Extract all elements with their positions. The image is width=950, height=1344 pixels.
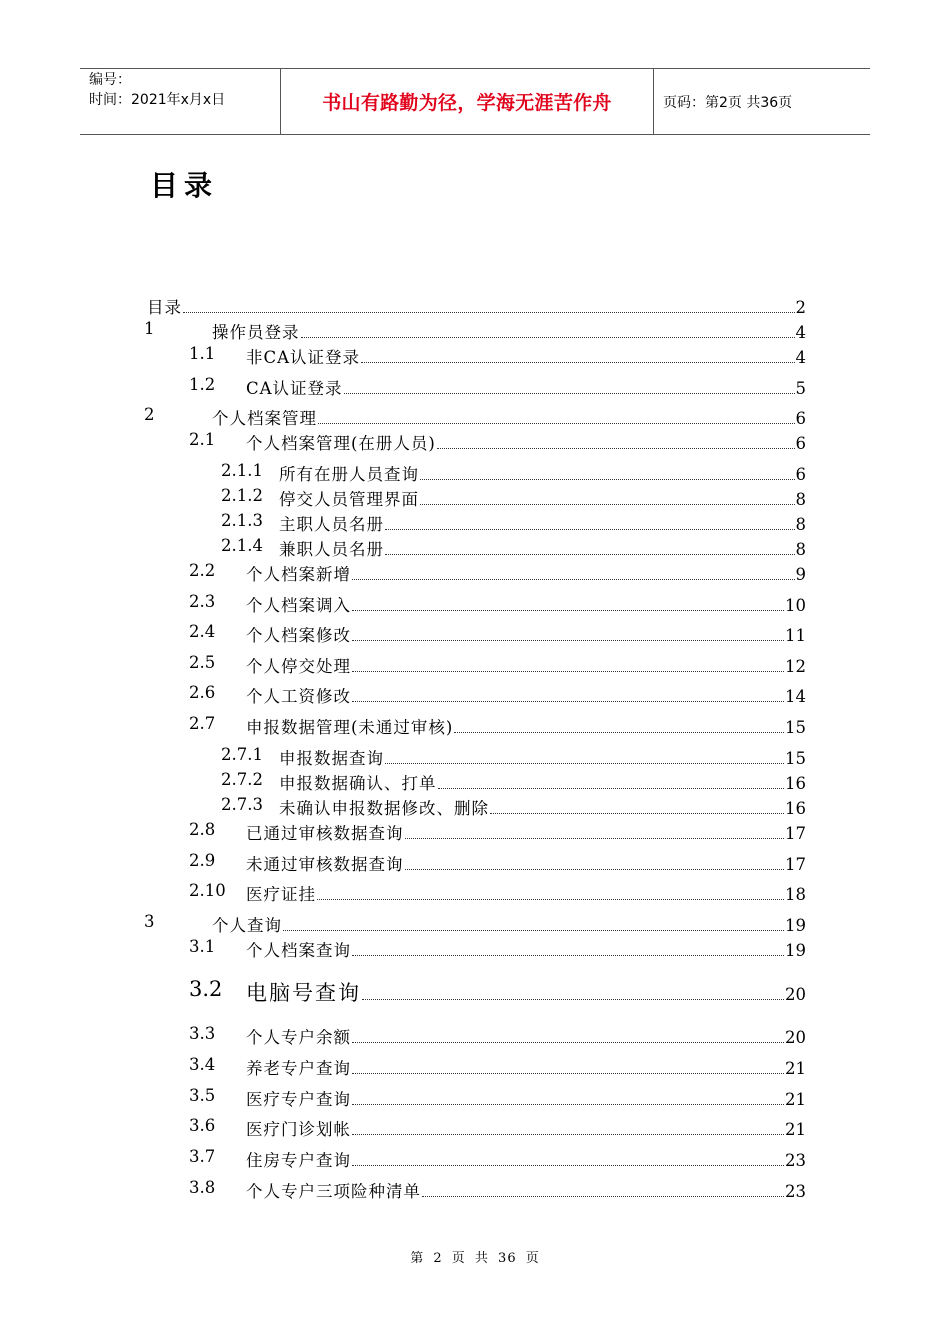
toc-entry-title: 未确认申报数据修改、删除 — [279, 799, 489, 818]
toc-entry[interactable] — [0, 319, 950, 341]
toc-entry-number: 2.9 — [189, 851, 216, 870]
toc-entry-page: 23 — [785, 1182, 806, 1201]
toc-entry-page: 6 — [795, 409, 806, 428]
toc-entry-page: 18 — [785, 885, 806, 904]
toc-leader-dots — [437, 447, 795, 449]
page-footer: 第 2 页 共 36 页 — [410, 1251, 540, 1266]
toc-entry[interactable] — [0, 405, 950, 427]
toc-entry[interactable] — [0, 770, 950, 792]
toc-entry-page: 16 — [785, 774, 806, 793]
toc-entry-number: 3.8 — [189, 1178, 216, 1197]
toc-entry-number: 3.3 — [189, 1024, 216, 1043]
toc-entry-page: 20 — [785, 1028, 806, 1047]
toc-entry-page: 17 — [785, 824, 806, 843]
toc-leader-dots — [385, 553, 795, 555]
toc-leader-dots — [420, 478, 795, 480]
toc-entry-number: 3.6 — [189, 1116, 216, 1135]
toc-entry[interactable] — [0, 820, 950, 842]
toc-leader-dots — [344, 392, 795, 394]
toc-entry-page: 16 — [785, 799, 806, 818]
toc-entry-number: 2.7 — [189, 714, 216, 733]
toc-leader-dots — [352, 1072, 784, 1074]
header-motto: 书山有路勤为径，学海无涯苦作舟 — [281, 69, 654, 134]
toc-entry-page: 8 — [795, 490, 806, 509]
toc-entry-page: 23 — [785, 1151, 806, 1170]
toc-entry-page: 6 — [795, 434, 806, 453]
toc-entry[interactable] — [0, 714, 950, 736]
toc-leader-dots — [318, 422, 795, 424]
toc-entry-number: 3.1 — [189, 937, 216, 956]
toc-entry[interactable] — [0, 1116, 950, 1138]
toc-entry[interactable] — [0, 653, 950, 675]
toc-entry-number: 2.7.3 — [221, 795, 263, 814]
toc-entry-number: 1 — [144, 319, 155, 338]
toc-entry-title: 非CA认证登录 — [246, 348, 361, 367]
toc-leader-dots — [317, 898, 784, 900]
toc-leader-dots — [385, 762, 784, 764]
toc-entry-title: 停交人员管理界面 — [279, 490, 419, 509]
toc-entry-number: 3 — [144, 912, 155, 931]
toc-entry-page: 19 — [785, 941, 806, 960]
toc-entry-title: 个人档案查询 — [246, 941, 351, 960]
header-meta — [80, 69, 281, 134]
header-page-info: 页码：第2页 共36页 — [663, 94, 793, 111]
toc-entry-number: 2.5 — [189, 653, 216, 672]
toc-entry[interactable] — [0, 977, 950, 1007]
toc-leader-dots — [283, 929, 784, 931]
toc-entry-number: 2.10 — [189, 881, 226, 900]
toc-entry-title: 住房专户查询 — [246, 1151, 351, 1170]
toc-entry-title: 医疗门诊划帐 — [246, 1120, 351, 1139]
header-date: 时间：2021年x月x日 — [89, 92, 226, 108]
toc-entry-title: 养老专户查询 — [246, 1059, 351, 1078]
toc-entry-page: 21 — [785, 1059, 806, 1078]
toc-entry-title: 医疗专户查询 — [246, 1090, 351, 1109]
toc-leader-dots — [352, 1103, 784, 1105]
toc-entry-page: 15 — [785, 718, 806, 737]
toc-entry[interactable] — [0, 375, 950, 397]
toc-entry-title: 个人工资修改 — [246, 687, 351, 706]
toc-entry[interactable] — [0, 795, 950, 817]
toc-entry-page: 15 — [785, 749, 806, 768]
toc-entry-page: 2 — [795, 298, 806, 317]
toc-entry-title: 申报数据确认、打单 — [279, 774, 437, 793]
toc-entry-page: 14 — [785, 687, 806, 706]
toc-entry-number: 3.4 — [189, 1055, 216, 1074]
toc-entry-title: 医疗证挂 — [246, 885, 316, 904]
toc-entry-title: 个人档案调入 — [246, 596, 351, 615]
toc-leader-dots — [352, 1041, 784, 1043]
toc-entry[interactable] — [0, 1178, 950, 1200]
toc-entry-title: CA认证登录 — [246, 379, 343, 398]
header-number: 编号： — [89, 72, 131, 88]
toc-entry-page: 10 — [785, 596, 806, 615]
toc-entry[interactable] — [0, 561, 950, 583]
toc-entry-number: 2.7.1 — [221, 745, 263, 764]
toc-entry-number: 2.4 — [189, 622, 216, 641]
toc-entry-title: 个人查询 — [212, 916, 282, 935]
toc-entry-number: 2.1.2 — [221, 486, 263, 505]
toc-entry[interactable] — [0, 683, 950, 705]
toc-entry-page: 20 — [785, 985, 806, 1004]
toc-entry[interactable] — [0, 881, 950, 903]
toc-entry[interactable] — [0, 1024, 950, 1046]
toc-leader-dots — [352, 954, 784, 956]
toc-entry-title: 个人专户余额 — [246, 1028, 351, 1047]
toc-entry[interactable] — [0, 536, 950, 558]
toc-entry[interactable] — [0, 912, 950, 934]
toc-leader-dots — [352, 609, 784, 611]
toc-entry[interactable] — [0, 851, 950, 873]
toc-leader-dots — [352, 1133, 784, 1135]
toc-entry-page: 17 — [785, 855, 806, 874]
toc-leader-dots — [362, 998, 784, 1000]
toc-entry-title: 个人档案新增 — [246, 565, 351, 584]
toc-leader-dots — [454, 731, 784, 733]
toc-entry-page: 21 — [785, 1120, 806, 1139]
toc-entry-number: 2.1.3 — [221, 511, 263, 530]
toc-entry-title: 兼职人员名册 — [279, 540, 384, 559]
toc-entry-title: 所有在册人员查询 — [279, 465, 419, 484]
toc-leader-dots — [183, 311, 795, 313]
toc-entry-number: 1.1 — [189, 344, 216, 363]
toc-entry-page: 12 — [785, 657, 806, 676]
toc-entry-number: 2.1 — [189, 430, 216, 449]
toc-leader-dots — [352, 700, 784, 702]
toc-entry-page: 5 — [795, 379, 806, 398]
toc-entry[interactable] — [0, 937, 950, 959]
toc-entry-title: 申报数据查询 — [279, 749, 384, 768]
toc-entry-number: 2.8 — [189, 820, 216, 839]
toc-entry[interactable] — [0, 1055, 950, 1077]
toc-entry-number: 3.5 — [189, 1086, 216, 1105]
toc-entry-title: 申报数据管理(未通过审核) — [246, 718, 454, 737]
toc-entry-page: 8 — [795, 540, 806, 559]
toc-entry-number: 2 — [144, 405, 155, 424]
toc-entry-number: 2.6 — [189, 683, 216, 702]
toc-entry-page: 19 — [785, 916, 806, 935]
document-title: 目录 — [150, 169, 219, 202]
toc-entry-page: 4 — [795, 323, 806, 342]
toc-entry[interactable] — [0, 745, 950, 767]
toc-entry[interactable] — [0, 461, 950, 483]
toc-entry[interactable] — [0, 344, 950, 366]
toc-entry[interactable] — [0, 1086, 950, 1108]
toc-entry-title: 个人档案修改 — [246, 626, 351, 645]
toc-entry-title: 个人档案管理 — [212, 409, 317, 428]
toc-leader-dots — [361, 361, 794, 363]
toc-entry-page: 4 — [795, 348, 806, 367]
toc-leader-dots — [352, 670, 784, 672]
toc-entry-title: 主职人员名册 — [279, 515, 384, 534]
toc-entry-number: 3.2 — [189, 977, 223, 1001]
toc-leader-dots — [405, 837, 785, 839]
toc-entry[interactable] — [0, 592, 950, 614]
toc-entry-number: 2.1.1 — [221, 461, 263, 480]
toc-leader-dots — [301, 336, 795, 338]
toc-leader-dots — [352, 578, 795, 580]
toc-entry-title: 目录 — [147, 298, 182, 317]
toc-entry[interactable] — [0, 294, 950, 316]
toc-entry-page: 6 — [795, 465, 806, 484]
toc-leader-dots — [490, 812, 784, 814]
toc-entry-number: 2.3 — [189, 592, 216, 611]
toc-entry-page: 9 — [795, 565, 806, 584]
toc-entry-title: 个人停交处理 — [246, 657, 351, 676]
toc-leader-dots — [438, 787, 785, 789]
toc-entry[interactable] — [0, 1147, 950, 1169]
toc-entry[interactable] — [0, 622, 950, 644]
toc-leader-dots — [352, 1164, 784, 1166]
toc-leader-dots — [422, 1195, 784, 1197]
toc-entry[interactable] — [0, 511, 950, 533]
toc-entry-number: 1.2 — [189, 375, 216, 394]
toc-entry-number: 2.2 — [189, 561, 216, 580]
toc-leader-dots — [405, 868, 785, 870]
toc-entry-title: 已通过审核数据查询 — [246, 824, 404, 843]
toc-entry-number: 2.7.2 — [221, 770, 263, 789]
toc-entry-title: 个人档案管理(在册人员) — [246, 434, 436, 453]
toc-entry-title: 操作员登录 — [212, 323, 300, 342]
toc-entry-title: 未通过审核数据查询 — [246, 855, 404, 874]
toc-leader-dots — [352, 639, 784, 641]
toc-entry-title: 电脑号查询 — [246, 981, 361, 1005]
toc-leader-dots — [385, 528, 795, 530]
toc-entry-page: 8 — [795, 515, 806, 534]
toc-entry-page: 21 — [785, 1090, 806, 1109]
toc-entry[interactable] — [0, 486, 950, 508]
toc-entry-number: 3.7 — [189, 1147, 216, 1166]
toc-entry-page: 11 — [785, 626, 806, 645]
toc-entry-title: 个人专户三项险种清单 — [246, 1182, 421, 1201]
page-header — [80, 68, 870, 135]
toc-leader-dots — [420, 503, 795, 505]
toc-entry[interactable] — [0, 430, 950, 452]
toc-entry-number: 2.1.4 — [221, 536, 263, 555]
